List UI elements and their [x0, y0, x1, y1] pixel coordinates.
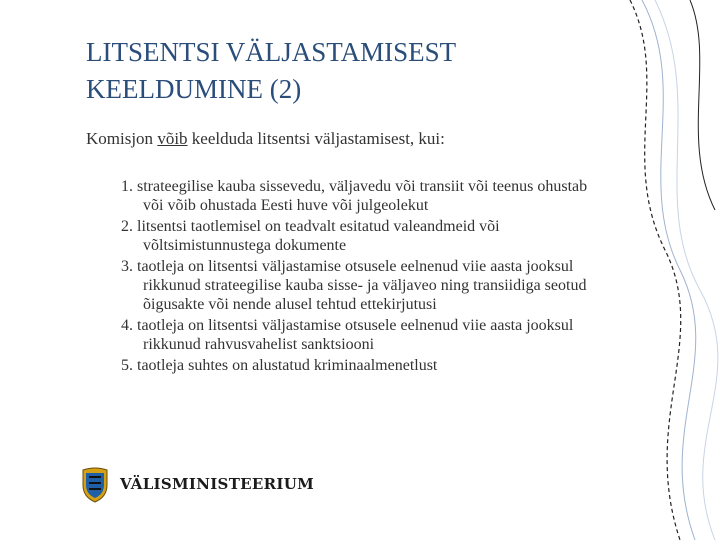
list-item: 1. strateegilise kauba sissevedu, väljavedu või transiit või teenus ohustab või võib ohustada Eesti huve või julgeolekut — [121, 178, 588, 214]
intro-underlined: võib — [157, 129, 188, 148]
ministry-logo — [80, 465, 320, 505]
decorative-curves — [620, 0, 720, 540]
list-item: 3. taotleja on litsentsi väljastamise otsusele eelnenud viie aasta jooksul rikkunud strateegilise kauba sisse- ja väljaveo ning transiidiga seotud õigusakte või nende alusel tehtud ettekirjutusi — [121, 258, 587, 313]
intro-after: keelduda litsentsi väljastamisest, kui: — [187, 129, 445, 148]
logo-text: VÄLISMINISTEERIUM — [120, 475, 314, 493]
conditions-list — [121, 177, 601, 377]
slide-title — [86, 34, 606, 108]
list-item: 4. taotleja on litsentsi väljastamise otsusele eelnenud viie aasta jooksul rikkunud rahvusvahelist sanktsiooni — [121, 317, 574, 353]
intro-before: Komisjon — [86, 129, 158, 148]
intro-text — [86, 128, 606, 150]
title-line-2: KEELDUMINE (2) — [86, 74, 302, 104]
list-item: 5. taotleja suhtes on alustatud kriminaalmenetlust — [121, 357, 438, 374]
title-line-1: LITSENTSI VÄLJASTAMISEST — [86, 37, 457, 67]
coat-of-arms-icon — [80, 467, 110, 503]
list-item: 2. litsentsi taotlemisel on teadvalt esitatud valeandmeid või võltsimistunnustega dokumente — [121, 218, 500, 254]
